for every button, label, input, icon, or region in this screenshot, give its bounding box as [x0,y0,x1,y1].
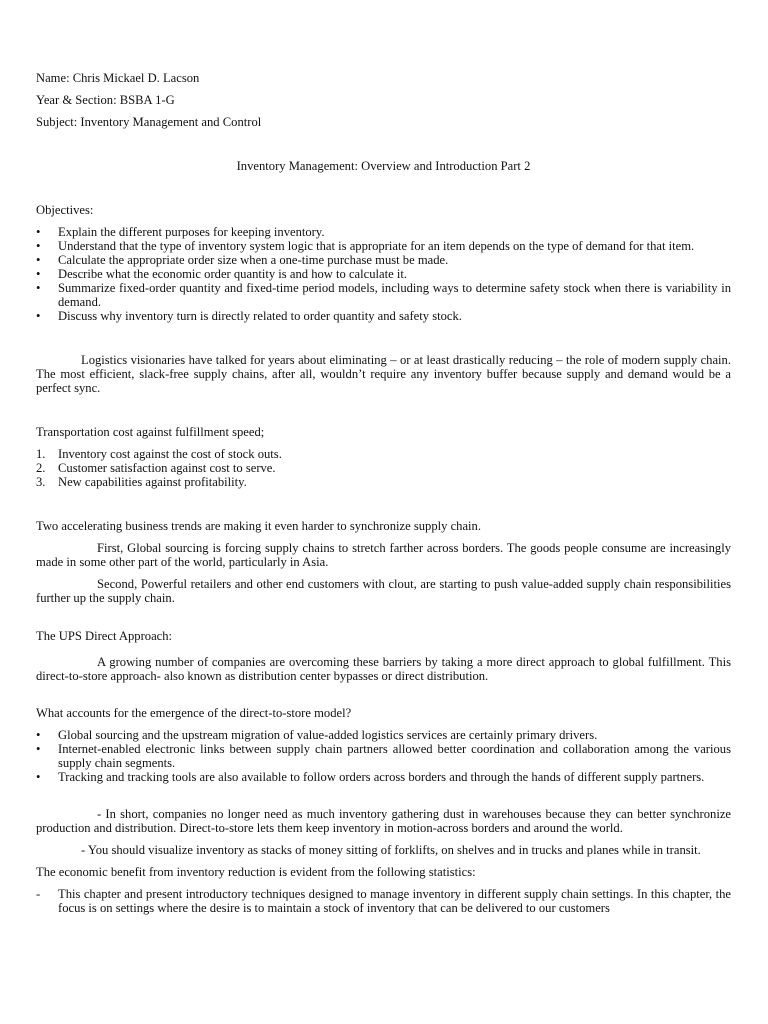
student-name: Name: Chris Mickael D. Lacson [36,71,200,85]
list-item: • Internet-enabled electronic links between supply chain partners allowed better coordination and collaboration among the various supply chain segments. [36,742,731,770]
list-number: 2. [36,461,46,475]
trends-first: First, Global sourcing is forcing supply chains to stretch farther across borders. The goods people consume are increasingly made in some other part of the world, particularly in Asia. [36,541,731,569]
ups-paragraph: A growing number of companies are overcoming these barriers by taking a more direct approach to global fulfillment. This direct-to-store approach- also known as distribution center bypasses or direct distribution. [36,655,731,683]
summary-visualize: - You should visualize inventory as stacks of money sitting of forklifts, on shelves and in trucks and planes while in transit. [81,843,701,857]
list-item: • Explain the different purposes for keeping inventory. [36,225,731,239]
transportation-list [36,447,731,489]
list-number: 1. [36,447,46,461]
document-title: Inventory Management: Overview and Introduction Part 2 [236,159,531,173]
summary-short: - In short, companies no longer need as much inventory gathering dust in warehouses because they can better synchronize production and distribution. Direct-to-store lets them keep inventory in motion-across borders and around the world. [36,807,731,835]
trends-heading: Two accelerating business trends are making it even harder to synchronize supply chain. [36,519,481,533]
list-item [36,447,731,461]
ups-heading: The UPS Direct Approach: [36,629,173,643]
list-item: • Global sourcing and the upstream migration of value-added logistics services are certainly primary drivers. [36,728,731,742]
list-text: New capabilities against profitability. [58,475,247,489]
list-dash: - [36,887,41,901]
list-item: • Summarize fixed-order quantity and fixed-time period models, including ways to determine safety stock when there is variability in demand. [36,281,731,309]
list-item [36,887,731,915]
list-item [36,475,731,489]
objectives-heading: Objectives: [36,203,94,217]
document-page [36,71,731,915]
list-item [36,461,731,475]
economic-heading: The economic benefit from inventory reduction is evident from the following statistics: [36,865,476,879]
list-item: • Understand that the type of inventory system logic that is appropriate for an item depends on the type of demand for that item. [36,239,731,253]
list-number: 3. [36,475,46,489]
emergence-list [36,728,731,784]
transportation-heading: Transportation cost against fulfillment speed; [36,425,265,439]
objectives-list [36,225,731,323]
subject-line: Subject: Inventory Management and Control [36,115,262,129]
list-item: • Discuss why inventory turn is directly related to order quantity and safety stock. [36,309,731,323]
year-section: Year & Section: BSBA 1-G [36,93,175,107]
list-item: • Tracking and tracking tools are also available to follow orders across borders and through the hands of different supply partners. [36,770,731,784]
list-text: This chapter and present introductory techniques designed to manage inventory in different supply chain settings. In this chapter, the focus is on settings where the desire is to maintain a stock of inventory that can be delivered to our customers [58,887,731,915]
intro-paragraph: Logistics visionaries have talked for years about eliminating – or at least drastically reducing – the role of modern supply chain. The most efficient, slack-free supply chains, after all, wouldn’t require any inventory buffer because supply and demand would be a perfect sync. [36,353,731,395]
list-text: Customer satisfaction against cost to serve. [58,461,276,475]
emergence-heading: What accounts for the emergence of the direct-to-store model? [36,706,352,720]
economic-list [36,887,731,915]
list-item: • Describe what the economic order quantity is and how to calculate it. [36,267,731,281]
list-item: • Calculate the appropriate order size when a one-time purchase must be made. [36,253,731,267]
list-text: Inventory cost against the cost of stock outs. [58,447,282,461]
trends-second: Second, Powerful retailers and other end customers with clout, are starting to push value-added supply chain responsibilities further up the supply chain. [36,577,731,605]
